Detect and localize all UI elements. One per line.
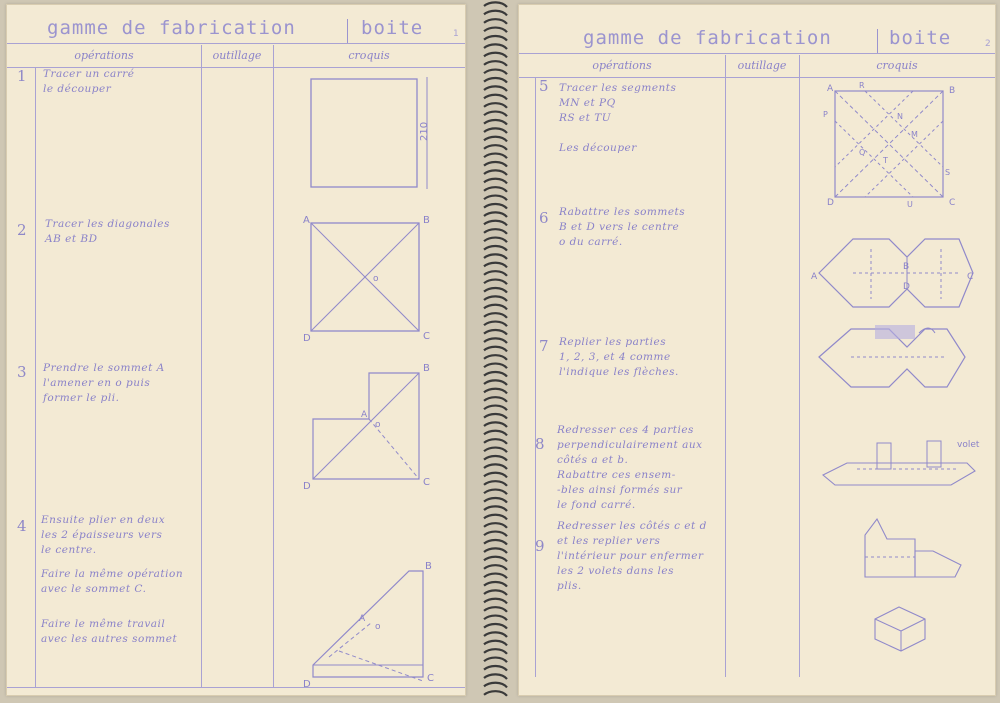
sketch-finished-box — [869, 601, 933, 655]
spiral-coil — [484, 170, 507, 175]
label-d: D — [827, 198, 834, 208]
spiral-coil — [484, 204, 507, 209]
spiral-coil — [484, 254, 507, 259]
label-c: C — [949, 198, 956, 208]
spiral-coil — [484, 95, 507, 100]
label-o: o — [375, 622, 381, 632]
label-a: A — [811, 272, 818, 282]
spiral-coil — [484, 330, 507, 335]
left-title: gamme de fabrication — [47, 17, 296, 39]
spiral-coil — [484, 288, 507, 293]
left-col-line-2 — [273, 45, 274, 687]
spiral-coil — [484, 11, 507, 16]
step-text: Redresser les côtés c et d et les replier vers l'intérieur pour enfermer les 2 volets dans les plis. — [557, 520, 707, 592]
label-u: U — [907, 200, 913, 209]
spiral-coil — [484, 683, 507, 688]
spiral-coil — [484, 364, 507, 369]
spiral-coil — [484, 187, 507, 192]
sketch-fold-sides — [299, 557, 439, 689]
spiral-coil — [484, 137, 507, 142]
spiral-coil — [484, 649, 507, 654]
spiral-coil — [484, 464, 507, 469]
right-title-band — [519, 25, 995, 54]
left-title-separator — [347, 19, 348, 43]
label-c: C — [423, 331, 430, 341]
sketch-double-diamond — [807, 229, 977, 315]
spiral-coil — [484, 280, 507, 285]
spiral-coil — [484, 590, 507, 595]
label-t: T — [883, 156, 888, 165]
spiral-coil — [484, 448, 507, 453]
spiral-coil — [484, 145, 507, 150]
spiral-coil — [484, 196, 507, 201]
spiral-coil — [484, 2, 507, 7]
label-a: A — [303, 215, 310, 226]
spiral-coil — [484, 162, 507, 167]
header-operations: opérations — [7, 45, 201, 68]
spiral-coil — [484, 632, 507, 637]
label-o: o — [375, 420, 381, 430]
spiral-coil — [484, 120, 507, 125]
label-a: A — [827, 84, 834, 94]
spiral-coil — [484, 641, 507, 646]
step-number: 9 — [535, 537, 545, 555]
spiral-coil — [484, 666, 507, 671]
label-c: C — [967, 272, 974, 282]
right-num-column-line — [535, 77, 536, 677]
spiral-coil — [484, 263, 507, 268]
spiral-coil — [484, 548, 507, 553]
label-d: D — [303, 679, 311, 689]
sketch-square — [297, 71, 437, 197]
sketch-segments — [815, 79, 965, 209]
label-o: o — [373, 274, 379, 284]
right-page-number: 2 — [985, 39, 991, 49]
spiral-binding — [480, 0, 510, 703]
label-q: Q — [859, 148, 866, 157]
right-col-line-1 — [725, 55, 726, 677]
spiral-coil — [484, 658, 507, 663]
spiral-coil — [484, 372, 507, 377]
left-title-band — [7, 15, 465, 44]
right-page — [518, 4, 996, 696]
header-croquis: croquis — [273, 45, 465, 68]
spiral-coil — [484, 112, 507, 117]
spiral-coil — [484, 305, 507, 310]
spiral-coil — [484, 78, 507, 83]
step-number: 5 — [539, 77, 549, 95]
label-b: B — [949, 86, 956, 96]
right-subtitle: boite — [889, 27, 952, 49]
spiral-coil — [484, 481, 507, 486]
step-text: Tracer les diagonales AB et BD — [45, 218, 170, 245]
spiral-coil — [484, 296, 507, 301]
spiral-coil — [484, 574, 507, 579]
spiral-coil — [484, 691, 507, 696]
header-outillage: outillage — [725, 55, 799, 78]
step-number: 3 — [17, 363, 27, 381]
spiral-coil — [484, 212, 507, 217]
spiral-coil — [484, 540, 507, 545]
header-outillage: outillage — [201, 45, 273, 68]
right-col-line-2 — [799, 55, 800, 677]
spiral-coil — [484, 128, 507, 133]
label-s: S — [945, 168, 951, 177]
label-c: C — [423, 477, 430, 488]
step-text: Replier les parties 1, 2, 3, et 4 comme l'indique les flèches. — [559, 336, 679, 378]
spiral-coil — [484, 154, 507, 159]
spiral-coil — [484, 422, 507, 427]
spiral-coil — [484, 498, 507, 503]
label-volet: volet — [957, 440, 980, 450]
spiral-coil — [484, 338, 507, 343]
step-text: Rabattre les sommets B et D vers le centre o du carré. — [559, 206, 686, 248]
spiral-coil — [484, 414, 507, 419]
left-page-number: 1 — [453, 29, 459, 39]
right-title: gamme de fabrication — [583, 27, 832, 49]
label-d: D — [303, 333, 311, 341]
spiral-coil — [484, 582, 507, 587]
label-b: B — [903, 262, 910, 272]
step-number: 6 — [539, 209, 549, 227]
spiral-coil — [484, 380, 507, 385]
sketch-fold-a — [299, 359, 439, 491]
spiral-coil — [484, 61, 507, 66]
spiral-coil — [484, 557, 507, 562]
step-text: Tracer les segments MN et PQ RS et TU Les découper — [559, 82, 677, 154]
spiral-coil — [484, 456, 507, 461]
step-number: 2 — [17, 221, 27, 239]
spiral-coil — [484, 406, 507, 411]
spiral-coil — [484, 439, 507, 444]
spiral-coil — [484, 70, 507, 75]
header-operations: opérations — [519, 55, 725, 78]
label-b: B — [423, 215, 430, 226]
spiral-coil — [484, 674, 507, 679]
spiral-coil — [484, 523, 507, 528]
spiral-coil — [484, 322, 507, 327]
sketch-raise-parts — [817, 433, 987, 497]
spiral-coil — [484, 599, 507, 604]
step-text: Prendre le sommet A l'amener en o puis former le pli. — [43, 362, 165, 404]
label-p: P — [823, 110, 828, 119]
sketch-raise-sides — [859, 511, 969, 583]
spiral-coil — [484, 103, 507, 108]
step-text: Tracer un carré le découper — [43, 68, 135, 95]
spiral-coil — [484, 28, 507, 33]
label-n: N — [897, 112, 903, 121]
label-d: D — [303, 481, 311, 491]
left-subtitle: boite — [361, 17, 424, 39]
spiral-coil — [484, 86, 507, 91]
step-text: Faire le même travail avec les autres sommet — [41, 618, 178, 645]
spiral-coil — [484, 53, 507, 58]
step-number: 4 — [17, 517, 27, 535]
spiral-coil — [484, 490, 507, 495]
spiral-coil — [484, 179, 507, 184]
header-croquis: croquis — [799, 55, 995, 78]
step-number: 7 — [539, 337, 549, 355]
label-d: D — [903, 282, 910, 292]
spiral-coil — [484, 616, 507, 621]
left-page — [6, 4, 466, 696]
spiral-coil — [484, 271, 507, 276]
spiral-coil — [484, 506, 507, 511]
left-num-column-line — [35, 67, 36, 687]
spiral-coil — [484, 624, 507, 629]
dimension-label: 210 — [419, 121, 430, 141]
label-a: A — [359, 614, 366, 624]
spiral-coil — [484, 565, 507, 570]
label-m: M — [911, 130, 918, 139]
spiral-coil — [484, 355, 507, 360]
step-number: 1 — [17, 67, 27, 85]
spiral-coil — [484, 431, 507, 436]
spiral-coil — [484, 19, 507, 24]
spiral-coil — [484, 229, 507, 234]
label-c: C — [427, 673, 434, 684]
spiral-coil — [484, 44, 507, 49]
spiral-coil — [484, 36, 507, 41]
spiral-coil — [484, 238, 507, 243]
sketch-fold-parts — [815, 317, 969, 401]
spiral-coil — [484, 607, 507, 612]
spiral-coil — [484, 473, 507, 478]
step-text: Ensuite plier en deux les 2 épaisseurs vers le centre. — [41, 514, 166, 556]
spiral-coil — [484, 532, 507, 537]
step-text: Faire la même opération avec le sommet C. — [41, 568, 184, 595]
step-text: Redresser ces 4 parties perpendiculairement aux côtés a et b. Rabattre ces ensem- -bles ainsi formés sur le fond carré. — [557, 424, 703, 511]
right-title-separator — [877, 29, 878, 53]
spiral-coil — [484, 313, 507, 318]
spiral-coil — [484, 246, 507, 251]
spiral-coil — [484, 347, 507, 352]
label-b: B — [425, 561, 432, 572]
spiral-coil — [484, 397, 507, 402]
spiral-coil — [484, 515, 507, 520]
label-b: B — [423, 363, 430, 374]
spiral-coil — [484, 221, 507, 226]
left-col-line-1 — [201, 45, 202, 687]
label-a: A — [361, 410, 368, 420]
sketch-diagonals — [299, 211, 439, 341]
spiral-coil — [484, 389, 507, 394]
label-r: R — [859, 81, 865, 90]
step-number: 8 — [535, 435, 545, 453]
